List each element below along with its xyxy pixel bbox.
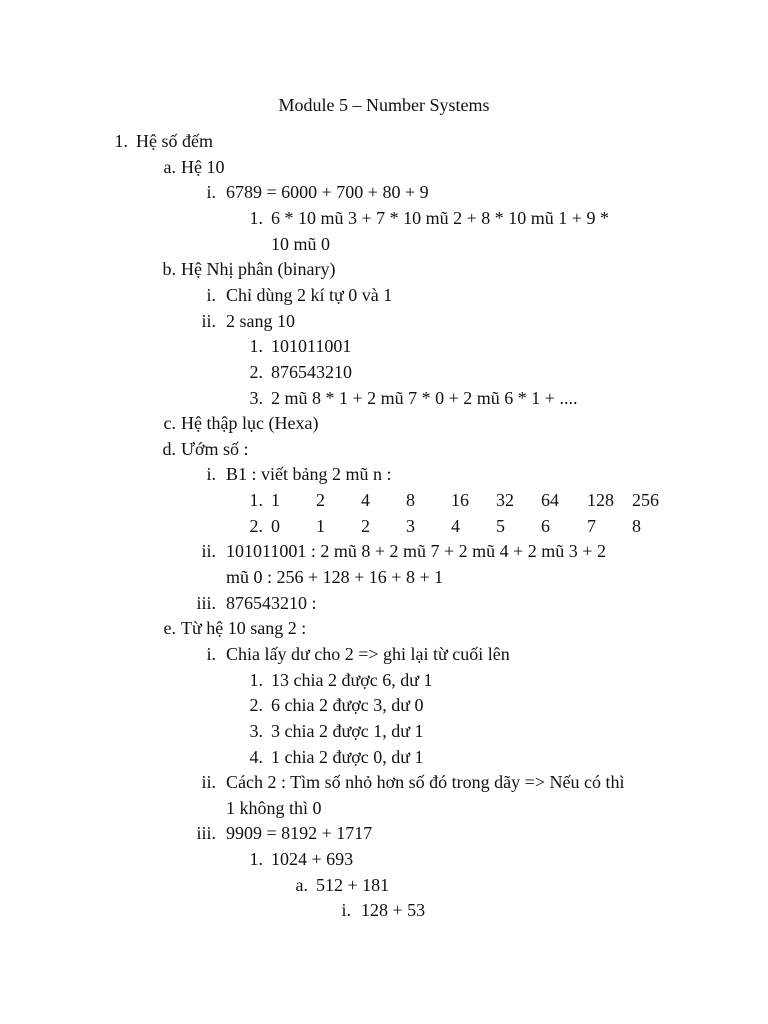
list-text: Chia lấy dư cho 2 => ghi lại từ cuối lên [226,644,510,664]
list-marker: i. [206,285,216,305]
list-text: 13 chia 2 được 6, dư 1 [271,670,433,690]
exponents-row [0,514,768,540]
table-cell: 8 [632,516,641,536]
list-item [0,155,768,181]
table-cell: 64 [541,490,559,510]
list-text: 6789 = 6000 + 700 + 80 + 9 [226,182,429,202]
list-item [0,411,768,437]
list-text: Hệ 10 [181,157,225,177]
list-item [0,591,768,617]
list-marker: 1. [249,490,263,510]
list-text: 512 + 181 [316,875,390,895]
table-cell: 0 [271,516,280,536]
list-marker: d. [162,439,176,459]
list-text: Từ hệ 10 sang 2 : [181,618,307,638]
list-text: B1 : viết bảng 2 mũ n : [226,464,392,484]
list-item [0,719,768,745]
table-cell: 5 [496,516,505,536]
table-cell: 1 [316,516,325,536]
list-item-continuation [0,232,768,258]
list-item [0,745,768,771]
table-cell: 128 [587,490,614,510]
list-marker: 1. [249,336,263,356]
list-marker: ii. [201,772,216,792]
list-item [0,462,768,488]
table-cell: 3 [406,516,415,536]
list-marker: ii. [201,311,216,331]
list-text: 1 chia 2 được 0, dư 1 [271,747,424,767]
list-item [0,257,768,283]
list-item [0,873,768,899]
list-text: Hệ Nhị phân (binary) [181,259,336,279]
list-item [0,821,768,847]
list-marker: 2. [249,695,263,715]
list-item [0,129,768,155]
list-text: Ướm số : [181,439,249,459]
list-marker: i. [206,464,216,484]
list-marker: 2. [249,516,263,536]
table-cell: 2 [361,516,370,536]
list-text: 876543210 : [226,593,317,613]
table-cell: 7 [587,516,596,536]
list-text: Cách 2 : Tìm số nhỏ hơn số đó trong dãy => Nếu có thì [226,772,625,792]
list-item [0,386,768,412]
list-text: mũ 0 : 256 + 128 + 16 + 8 + 1 [226,567,444,587]
list-item [0,309,768,335]
list-item-continuation [0,796,768,822]
list-text: 3 chia 2 được 1, dư 1 [271,721,424,741]
list-marker: iii. [196,823,216,843]
list-marker: 2. [249,362,263,382]
list-marker: ii. [201,541,216,561]
list-marker: a. [163,157,176,177]
table-cell: 2 [316,490,325,510]
table-cell: 4 [451,516,460,536]
list-item [0,539,768,565]
list-text: Chỉ dùng 2 kí tự 0 và 1 [226,285,393,305]
table-cell: 4 [361,490,370,510]
table-cell: 32 [496,490,514,510]
list-marker: 1. [114,131,128,151]
list-item [0,206,768,232]
list-item [0,283,768,309]
list-item [0,847,768,873]
list-marker: 4. [249,747,263,767]
list-marker: 1. [249,849,263,869]
list-item [0,616,768,642]
table-cell: 16 [451,490,469,510]
list-text: Hệ số đếm [136,131,213,151]
list-text: 876543210 [271,362,352,382]
list-marker: 1. [249,670,263,690]
list-marker: i. [206,182,216,202]
list-marker: b. [162,259,176,279]
list-item [0,334,768,360]
list-marker: 3. [249,721,263,741]
table-cell: 1 [271,490,280,510]
table-cell: 256 [632,490,659,510]
list-item [0,770,768,796]
list-text: 10 mũ 0 [271,234,331,254]
list-text: 101011001 [271,336,352,356]
list-marker: a. [295,875,308,895]
list-text: 2 sang 10 [226,311,295,331]
list-text: 101011001 : 2 mũ 8 + 2 mũ 7 + 2 mũ 4 + 2 mũ 3 + 2 [226,541,606,561]
list-marker: iii. [196,593,216,613]
list-marker: i. [341,900,351,920]
list-marker: 3. [249,388,263,408]
table-cell: 6 [541,516,550,536]
list-text: 6 chia 2 được 3, dư 0 [271,695,424,715]
list-item [0,642,768,668]
list-text: 9909 = 8192 + 1717 [226,823,373,843]
list-marker: i. [206,644,216,664]
list-text: 128 + 53 [361,900,426,920]
list-marker: c. [163,413,176,433]
page-title: Module 5 – Number Systems [278,95,490,115]
list-item [0,898,768,924]
list-text: 6 * 10 mũ 3 + 7 * 10 mũ 2 + 8 * 10 mũ 1 + 9 * [271,208,609,228]
list-marker: 1. [249,208,263,228]
table-cell: 8 [406,490,415,510]
list-text: 2 mũ 8 * 1 + 2 mũ 7 * 0 + 2 mũ 6 * 1 + .... [271,388,578,408]
list-text: 1 không thì 0 [226,798,322,818]
list-item [0,180,768,206]
list-marker: e. [163,618,176,638]
list-item [0,668,768,694]
list-item [0,693,768,719]
list-item [0,437,768,463]
powers-row [0,488,768,514]
list-text: Hệ thập lục (Hexa) [181,413,319,433]
list-item-continuation [0,565,768,591]
list-item [0,360,768,386]
list-text: 1024 + 693 [271,849,354,869]
